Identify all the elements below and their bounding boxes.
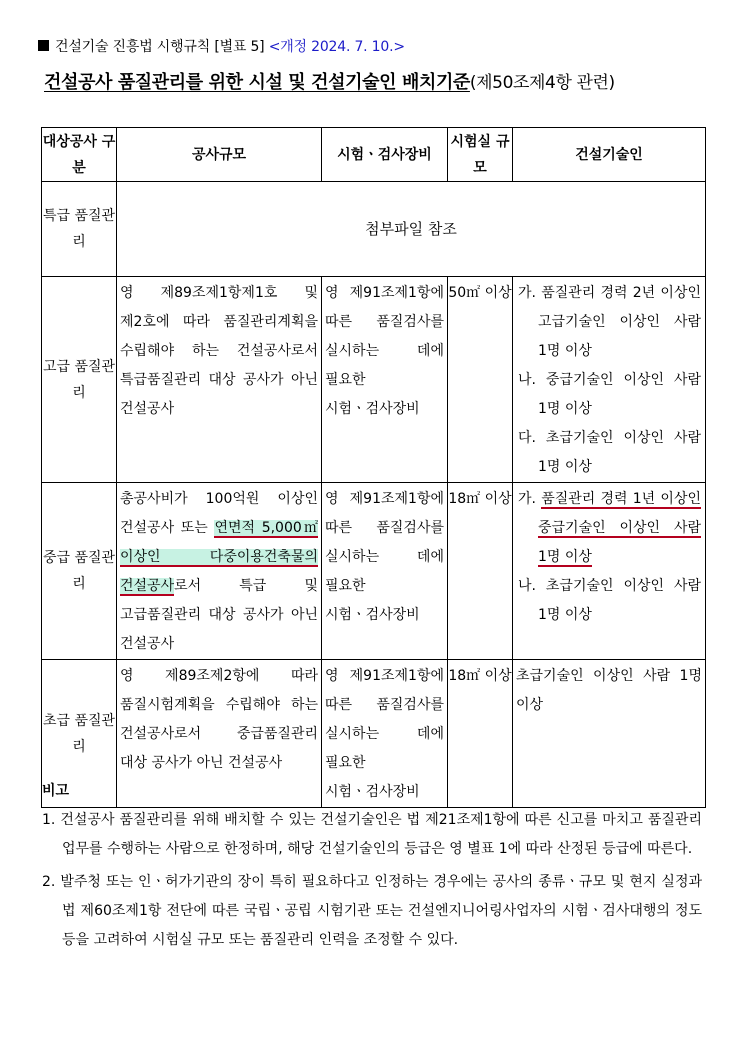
title-reference: (제50조제4항 관련) <box>469 73 615 93</box>
header-engineer: 건설기술인 <box>513 128 706 182</box>
criteria-table <box>41 127 706 808</box>
advanced-engineer <box>513 277 706 483</box>
remarks-label: 비고 <box>42 783 70 799</box>
list-item: 나. 중급기술인 이상인 사람 1명 이상 <box>518 372 701 417</box>
list-item: 가. 품질관리 경력 2년 이상인 고급기술인 이상인 사람 1명 이상 <box>518 285 701 359</box>
intermediate-equipment: 영 제91조제1항에 따른 품질검사를 실시하는 데에 필요한 시험ㆍ검사장비 <box>322 483 448 660</box>
basic-engineer: 초급기술인 이상인 사람 1명 이상 <box>513 660 706 808</box>
intermediate-target: 중급 품질관리 <box>42 483 117 660</box>
title-main: 건설공사 품질관리를 위한 시설 및 건설기술인 배치기준 <box>44 72 470 93</box>
header-scale: 공사규모 <box>117 128 322 182</box>
table-row <box>42 182 706 277</box>
advanced-scale: 영 제89조제1항제1호 및 제2호에 따라 품질관리계획을 수립해야 하는 건설공사로서 특급품질관리 대상 공사가 아닌 건설공사 <box>117 277 322 483</box>
list-item: 다. 초급기술인 이상인 사람 1명 이상 <box>518 430 701 475</box>
special-note: 첨부파일 참조 <box>117 182 706 277</box>
intermediate-scale: 총공사비가 100억원 이상인 건설공사 또는 연면적 5,000㎡ 이상인 다중이용건축물의 건설공사로서 특급 및 고급품질관리 대상 공사가 아닌 건설공사 <box>117 483 322 660</box>
special-target: 특급 품질관리 <box>42 182 117 277</box>
law-reference: 건설기술 진흥법 시행규칙 [별표 5] <box>55 39 269 55</box>
basic-lab: 18㎡ 이상 <box>448 660 513 808</box>
intermediate-lab: 18㎡ 이상 <box>448 483 513 660</box>
underlined-text: 품질관리 경력 1년 이상인 중급기술인 이상인 사람 1명 이상 <box>538 491 701 565</box>
revision-date: <개정 2024. 7. 10.> <box>268 39 405 55</box>
highlighted-text: 연면적 5,000㎡ 이상인 다중이용건축물의 건설공사 <box>120 520 318 594</box>
black-square-icon <box>38 40 49 51</box>
table-header-row <box>42 128 706 182</box>
table-row <box>42 483 706 660</box>
remark-note: 2. 발주청 또는 인ㆍ허가기관의 장이 특히 필요하다고 인정하는 경우에는 공사의 종류ㆍ규모 및 현지 실정과 법 제60조제1항 전단에 따른 국립ㆍ공립 시험기관 또는 건설엔지니어링사업자의 시험ㆍ검사대행의 정도 등을 고려하여 시험실 규모 또는 품질관리 인력을 조정할 수 있다. <box>42 874 702 948</box>
list-item: 가. 품질관리 경력 1년 이상인 중급기술인 이상인 사람 1명 이상 <box>518 491 701 565</box>
basic-target: 초급 품질관리 <box>42 660 117 808</box>
remarks-section <box>42 780 702 955</box>
page-title <box>44 68 615 94</box>
advanced-lab: 50㎡ 이상 <box>448 277 513 483</box>
basic-scale: 영 제89조제2항에 따라 품질시험계획을 수립해야 하는 건설공사로서 중급품질관리 대상 공사가 아닌 건설공사 <box>117 660 322 808</box>
list-item: 나. 초급기술인 이상인 사람 1명 이상 <box>518 578 701 623</box>
document-header <box>38 36 405 56</box>
advanced-equipment: 영 제91조제1항에 따른 품질검사를 실시하는 데에 필요한 시험ㆍ검사장비 <box>322 277 448 483</box>
header-target: 대상공사 구분 <box>42 128 117 182</box>
table-row <box>42 277 706 483</box>
basic-equipment: 영 제91조제1항에 따른 품질검사를 실시하는 데에 필요한 시험ㆍ검사장비 <box>322 660 448 808</box>
intermediate-engineer <box>513 483 706 660</box>
remark-note: 1. 건설공사 품질관리를 위해 배치할 수 있는 건설기술인은 법 제21조제1항에 따른 신고를 마치고 품질관리 업무를 수행하는 사람으로 한정하며, 해당 건설기술인의 등급은 영 별표 1에 따라 산정된 등급에 따른다. <box>42 812 702 857</box>
header-lab: 시험실 규모 <box>448 128 513 182</box>
advanced-target: 고급 품질관리 <box>42 277 117 483</box>
header-equipment: 시험ㆍ검사장비 <box>322 128 448 182</box>
